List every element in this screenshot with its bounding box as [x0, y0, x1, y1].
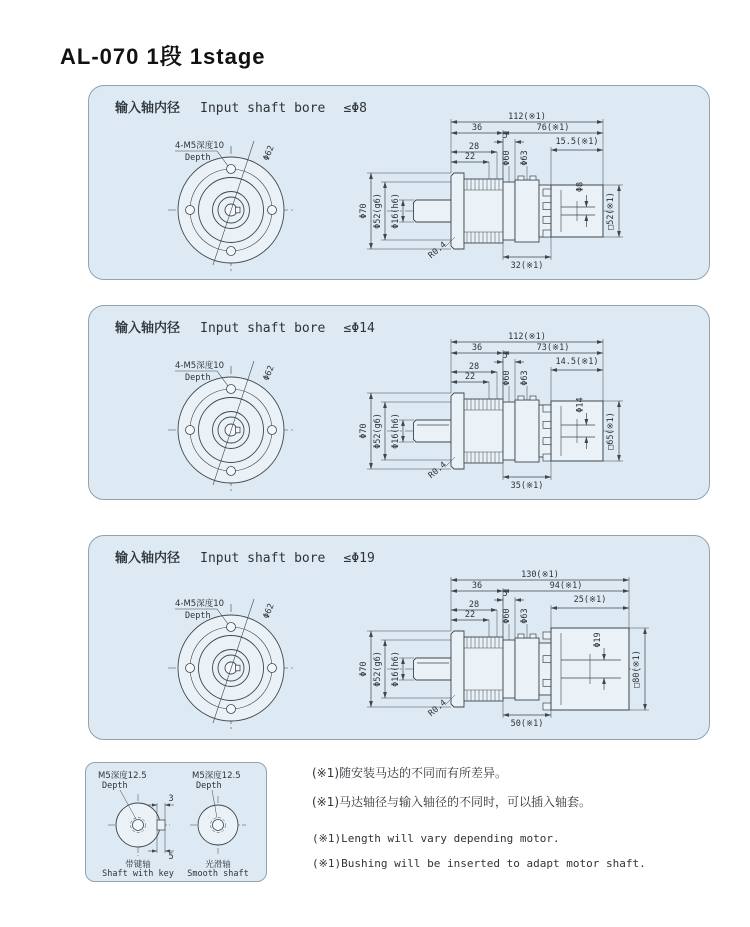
rear-offset-label: 32(※1) — [510, 261, 544, 271]
panel-bore-8 — [88, 85, 710, 280]
gearbox-drawing-bore19 — [89, 544, 711, 740]
pilot-dia-label: Φ52(g6) — [373, 651, 383, 687]
phi63-label: Φ63 — [520, 608, 530, 624]
phi70-label: Φ70 — [359, 203, 369, 219]
note-en-2: (※1)Bushing will be inserted to adapt motor shaft. — [312, 857, 646, 870]
header-bore-limit: ≤Φ8 — [343, 101, 368, 116]
key-dim-b: 5 — [168, 852, 174, 862]
phi63-label: Φ63 — [520, 150, 530, 166]
shaft-detail-panel — [85, 762, 267, 882]
square-flange-label: □80(※1) — [632, 650, 642, 688]
notes — [312, 764, 732, 882]
front-view — [168, 360, 294, 494]
step-dim-label: 5 — [502, 589, 508, 599]
header-cn: 输入轴内径 — [115, 101, 181, 116]
fillet-label: R0.4 — [426, 460, 449, 481]
note-en-1: (※1)Length will vary depending motor. — [312, 832, 560, 845]
header-bore-limit: ≤Φ14 — [343, 321, 375, 336]
bolt-circle-dia-label: Φ62 — [261, 602, 277, 621]
dim-22-label: 22 — [464, 610, 476, 620]
dim-28-label: 28 — [468, 362, 480, 372]
note-cn-1: (※1)随安装马达的不同而有所差异。 — [312, 766, 508, 780]
fillet-label: R0.4 — [426, 698, 449, 719]
side-view — [359, 332, 623, 491]
note-cn-2: (※1)马达轴径与输入轴径的不同时，可以插入轴套。 — [312, 795, 592, 809]
total-length-label: 130(※1) — [521, 570, 559, 580]
header-bore-limit: ≤Φ19 — [343, 551, 375, 566]
caption-en: Shaft with key — [102, 869, 174, 879]
dim-28-label: 28 — [468, 142, 480, 152]
bolt-circle-dia-label: Φ62 — [261, 364, 277, 383]
fillet-label: R0.4 — [426, 240, 449, 261]
bore-dia-label: Φ14 — [575, 397, 586, 413]
adapter-depth-label: 25(※1) — [573, 595, 607, 605]
shaft-sections-drawing — [86, 763, 265, 880]
depth-label: Depth — [196, 781, 222, 791]
front-view — [168, 140, 294, 274]
front-view — [168, 598, 294, 732]
key-dim-a: 3 — [168, 794, 174, 804]
shaft-sections — [98, 770, 249, 879]
front-length-label: 36 — [471, 123, 483, 133]
side-view — [359, 112, 623, 271]
total-length-label: 112(※1) — [508, 332, 546, 342]
caption-cn: 光滑轴 — [205, 860, 231, 870]
front-length-label: 36 — [471, 343, 483, 353]
pilot-dia-label: Φ52(g6) — [373, 193, 383, 229]
rear-length-label: 94(※1) — [549, 581, 583, 591]
bore-dia-label: Φ8 — [575, 181, 586, 193]
depth-label: Depth — [185, 373, 211, 383]
header-cn: 输入轴内径 — [115, 551, 181, 566]
rear-offset-label: 50(※1) — [510, 719, 544, 729]
tap-hole-label: 4-M5深度10 — [175, 599, 225, 609]
header-en: Input shaft bore — [200, 101, 326, 116]
adapter-depth-label: 15.5(※1) — [555, 137, 599, 147]
square-flange-label: □52(※1) — [606, 192, 616, 230]
bolt-circle-dia-label: Φ62 — [261, 144, 277, 163]
rear-length-label: 76(※1) — [536, 123, 570, 133]
depth-label: Depth — [185, 153, 211, 163]
tap-hole-label: M5深度12.5 — [192, 771, 241, 781]
phi60-label: Φ60 — [502, 370, 512, 386]
caption-cn: 带键轴 — [125, 860, 151, 870]
phi70-label: Φ70 — [359, 661, 369, 677]
side-view — [359, 570, 649, 729]
tap-hole-label: 4-M5深度10 — [175, 361, 225, 371]
depth-label: Depth — [102, 781, 128, 791]
dim-22-label: 22 — [464, 152, 476, 162]
total-length-label: 112(※1) — [508, 112, 546, 122]
phi63-label: Φ63 — [520, 370, 530, 386]
rear-length-label: 73(※1) — [536, 343, 570, 353]
bore-dia-label: Φ19 — [593, 632, 604, 648]
tap-hole-label: M5深度12.5 — [98, 771, 147, 781]
adapter-depth-label: 14.5(※1) — [555, 357, 599, 367]
square-flange-label: □65(※1) — [606, 412, 616, 450]
gearbox-drawing-bore8 — [89, 86, 711, 282]
phi70-label: Φ70 — [359, 423, 369, 439]
panel-bore-19 — [88, 535, 710, 740]
header-en: Input shaft bore — [200, 551, 326, 566]
shaft-dia-label: Φ16(h6) — [391, 651, 401, 687]
header-en: Input shaft bore — [200, 321, 326, 336]
page-title: AL-070 1段 1stage — [60, 44, 266, 69]
pilot-dia-label: Φ52(g6) — [373, 413, 383, 449]
depth-label: Depth — [185, 611, 211, 621]
panel-bore-14 — [88, 305, 710, 500]
phi60-label: Φ60 — [502, 608, 512, 624]
rear-offset-label: 35(※1) — [510, 481, 544, 491]
tap-hole-label: 4-M5深度10 — [175, 141, 225, 151]
dim-28-label: 28 — [468, 600, 480, 610]
shaft-dia-label: Φ16(h6) — [391, 193, 401, 229]
caption-en: Smooth shaft — [187, 869, 249, 879]
dim-22-label: 22 — [464, 372, 476, 382]
step-dim-label: 5 — [502, 131, 508, 141]
shaft-dia-label: Φ16(h6) — [391, 413, 401, 449]
step-dim-label: 5 — [502, 351, 508, 361]
gearbox-drawing-bore14 — [89, 306, 711, 502]
phi60-label: Φ60 — [502, 150, 512, 166]
front-length-label: 36 — [471, 581, 483, 591]
header-cn: 输入轴内径 — [115, 321, 181, 336]
